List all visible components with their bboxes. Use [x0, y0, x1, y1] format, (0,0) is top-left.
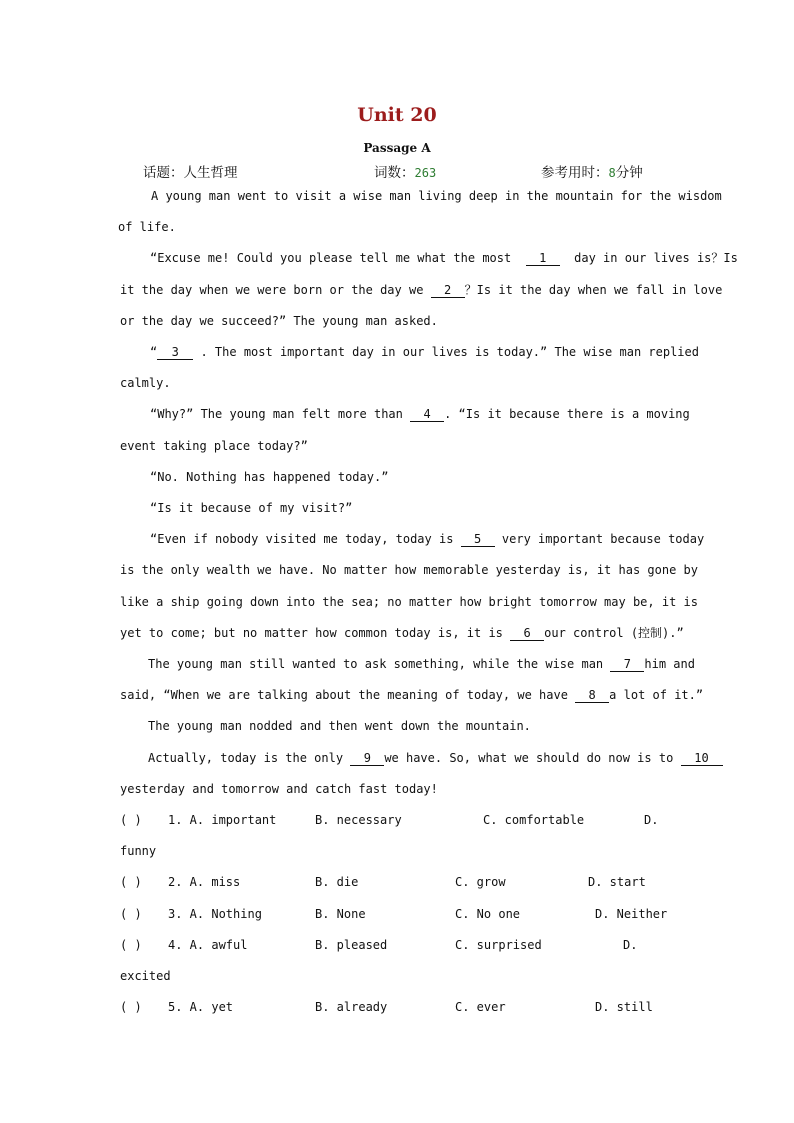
blank-4[interactable]: 4	[410, 407, 444, 422]
blank-2[interactable]: 2	[431, 283, 465, 298]
option-c[interactable]: C. comfortable	[483, 813, 585, 827]
topic-label: 话题：人生哲理	[143, 165, 238, 181]
option-b[interactable]: B. die	[315, 875, 359, 889]
blank-6[interactable]: 6	[510, 626, 544, 641]
text-line: of life.	[118, 220, 176, 234]
text-line: “Excuse me! Could you please tell me what the most 1 day in our lives is？Is	[150, 251, 738, 265]
text-line: said, “When we are talking about the meaning of today, we have 8 a lot of it.”	[120, 688, 704, 702]
text-line: “Why?” The young man felt more than 4 . “Is it because there is a moving	[150, 407, 690, 421]
option-a[interactable]: 5. A. yet	[168, 1000, 234, 1014]
option-b[interactable]: B. None	[315, 907, 366, 921]
text-line: “No. Nothing has happened today.”	[150, 470, 389, 484]
passage-heading: Passage A	[363, 141, 431, 155]
option-a[interactable]: 3. A. Nothing	[168, 907, 262, 921]
option-b[interactable]: B. necessary	[315, 813, 402, 827]
text-line: “Even if nobody visited me today, today is 5 very important because today	[150, 532, 705, 546]
option-d[interactable]: D. still	[595, 1000, 653, 1014]
text-line: or the day we succeed?” The young man asked.	[120, 314, 438, 328]
text-line: event taking place today?”	[120, 439, 308, 453]
answer-paren[interactable]: ( )	[120, 875, 142, 889]
text-line: A young man went to visit a wise man living deep in the mountain for the wisdom	[151, 189, 722, 203]
blank-5[interactable]: 5	[461, 532, 495, 547]
text-line: “Is it because of my visit?”	[150, 501, 353, 515]
option-b[interactable]: B. already	[315, 1000, 388, 1014]
answer-paren[interactable]: ( )	[120, 1000, 142, 1014]
blank-8[interactable]: 8	[575, 688, 609, 703]
option-d-text[interactable]: funny	[120, 844, 157, 858]
word-count: 词数：263	[374, 165, 437, 181]
text-line: is the only wealth we have. No matter how memorable yesterday is, it has gone by	[120, 563, 698, 577]
blank-7[interactable]: 7	[610, 657, 644, 672]
option-d-text[interactable]: excited	[120, 969, 171, 983]
option-c[interactable]: C. ever	[455, 1000, 506, 1014]
text-line: “ 3 . The most important day in our lives is today.” The wise man replied	[150, 345, 699, 359]
text-line: The young man still wanted to ask something, while the wise man 7 him and	[148, 657, 695, 671]
answer-paren[interactable]: ( )	[120, 907, 142, 921]
option-d[interactable]: D.	[623, 938, 638, 952]
answer-paren[interactable]: ( )	[120, 938, 142, 952]
option-d[interactable]: D. start	[588, 875, 646, 889]
option-d[interactable]: D.	[644, 813, 659, 827]
blank-9[interactable]: 9	[350, 751, 384, 766]
option-c[interactable]: C. surprised	[455, 938, 542, 952]
unit-title: Unit 20	[357, 104, 437, 126]
option-c[interactable]: C. No one	[455, 907, 521, 921]
blank-3[interactable]: 3	[157, 345, 193, 360]
answer-paren[interactable]: ( )	[120, 813, 142, 827]
blank-10[interactable]: 10	[681, 751, 723, 766]
option-c[interactable]: C. grow	[455, 875, 506, 889]
option-d[interactable]: D. Neither	[595, 907, 668, 921]
blank-1[interactable]: 1	[526, 251, 560, 266]
option-b[interactable]: B. pleased	[315, 938, 388, 952]
option-a[interactable]: 4. A. awful	[168, 938, 248, 952]
option-a[interactable]: 2. A. miss	[168, 875, 241, 889]
text-line: calmly.	[120, 376, 171, 390]
reference-time: 参考用时：8分钟	[541, 165, 643, 181]
text-line: like a ship going down into the sea; no matter how bright tomorrow may be, it is	[120, 595, 698, 609]
text-line: yesterday and tomorrow and catch fast today!	[120, 782, 438, 796]
option-a[interactable]: 1. A. important	[168, 813, 277, 827]
text-line: yet to come; but no matter how common today is, it is 6 our control (控制).”	[120, 626, 684, 640]
text-line: it the day when we were born or the day we 2 ？Is it the day when we fall in love	[120, 283, 723, 297]
text-line: The young man nodded and then went down the mountain.	[148, 719, 531, 733]
text-line: Actually, today is the only 9 we have. So, what we should do now is to 10	[148, 750, 723, 766]
